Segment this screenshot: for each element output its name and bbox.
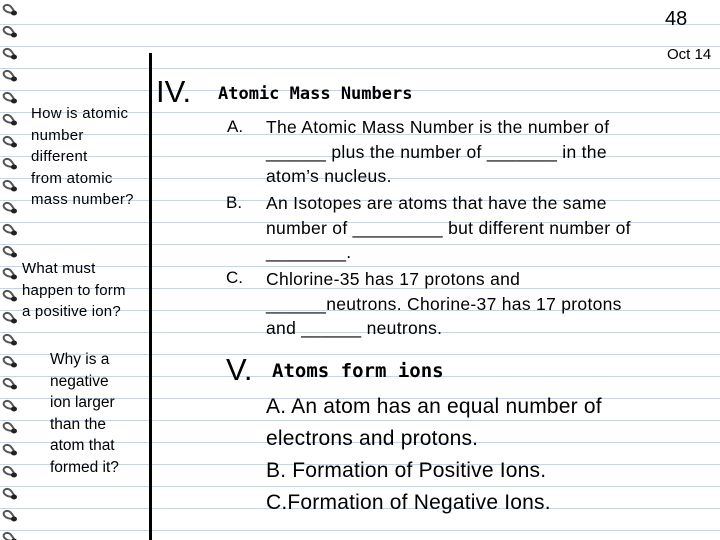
margin-question-1 — [31, 103, 134, 211]
question-line: happen to form — [22, 281, 126, 299]
question-line: formed it? — [50, 458, 119, 476]
text-line: The Atomic Mass Number is the number of — [266, 117, 610, 137]
spiral-ring — [4, 269, 17, 280]
section-v-numeral: V. — [226, 352, 253, 387]
spiral-ring — [4, 159, 17, 170]
question-line: How is atomic — [31, 105, 129, 122]
page-number: 48 — [665, 8, 688, 30]
spiral-ring — [4, 401, 17, 412]
text-line: C.Formation of Negative Ions. — [266, 491, 551, 514]
question-line: number — [31, 126, 84, 144]
spiral-ring — [4, 511, 17, 522]
question-line: mass number? — [31, 191, 134, 208]
spiral-ring — [4, 49, 17, 60]
spiral-ring — [4, 247, 17, 258]
section-v-title: Atoms form ions — [272, 360, 444, 382]
spiral-ring — [4, 291, 17, 302]
spiral-ring — [4, 467, 17, 478]
question-line: a positive ion? — [22, 303, 121, 320]
item-b-label: B. — [226, 193, 243, 212]
text-line: A. An atom has an equal number of — [266, 395, 602, 418]
section-v-text — [266, 391, 602, 519]
text-line: atom’s nucleus. — [266, 166, 392, 187]
question-line: atom that — [50, 437, 115, 454]
spiral-ring — [4, 71, 17, 82]
spiral-ring — [4, 489, 17, 500]
question-line: What must — [22, 260, 96, 277]
item-c-text — [266, 267, 622, 341]
spiral-ring — [4, 27, 17, 38]
spiral-ring — [4, 313, 17, 324]
item-b-text — [266, 191, 631, 265]
text-line: number of _________ but different number of — [266, 217, 631, 238]
spiral-ring — [4, 137, 17, 148]
spiral-ring — [4, 423, 17, 434]
text-line: ______ plus the number of _______ in the — [266, 141, 607, 162]
text-line: ________. — [266, 242, 352, 263]
margin-line — [149, 53, 152, 540]
spiral-ring — [4, 5, 17, 16]
margin-question-2 — [22, 258, 126, 323]
margin-question-3 — [50, 349, 119, 478]
item-a-label: A. — [227, 117, 244, 136]
item-a-text — [266, 115, 609, 189]
text-line: and ______ neutrons. — [266, 318, 443, 339]
spiral-ring — [4, 335, 17, 346]
spiral-ring — [4, 225, 17, 236]
spiral-ring — [4, 445, 17, 456]
spiral-ring — [4, 533, 17, 540]
section-iv-title: Atomic Mass Numbers — [218, 84, 413, 104]
spiral-ring — [4, 203, 17, 214]
spiral-ring — [4, 379, 17, 390]
question-line: different — [31, 148, 88, 165]
question-line: from atomic — [31, 169, 113, 187]
spiral-ring — [4, 181, 17, 192]
text-line: Chlorine-35 has 17 protons and — [266, 269, 521, 289]
text-line: ______neutrons. Chorine-37 has 17 protons — [266, 293, 622, 314]
text-line: electrons and protons. — [266, 427, 479, 450]
question-line: than the — [50, 415, 107, 433]
text-line: An Isotopes are atoms that have the same — [266, 193, 607, 213]
spiral-ring — [4, 93, 17, 104]
question-line: Why is a — [50, 351, 110, 368]
question-line: ion larger — [50, 394, 115, 411]
date-label: Oct 14 — [667, 46, 712, 63]
spiral-ring — [4, 115, 17, 126]
item-c-label: C. — [226, 268, 243, 287]
question-line: negative — [50, 372, 109, 390]
spiral-ring — [4, 357, 17, 368]
text-line: B. Formation of Positive Ions. — [266, 459, 547, 482]
section-iv-numeral: IV. — [156, 74, 192, 109]
